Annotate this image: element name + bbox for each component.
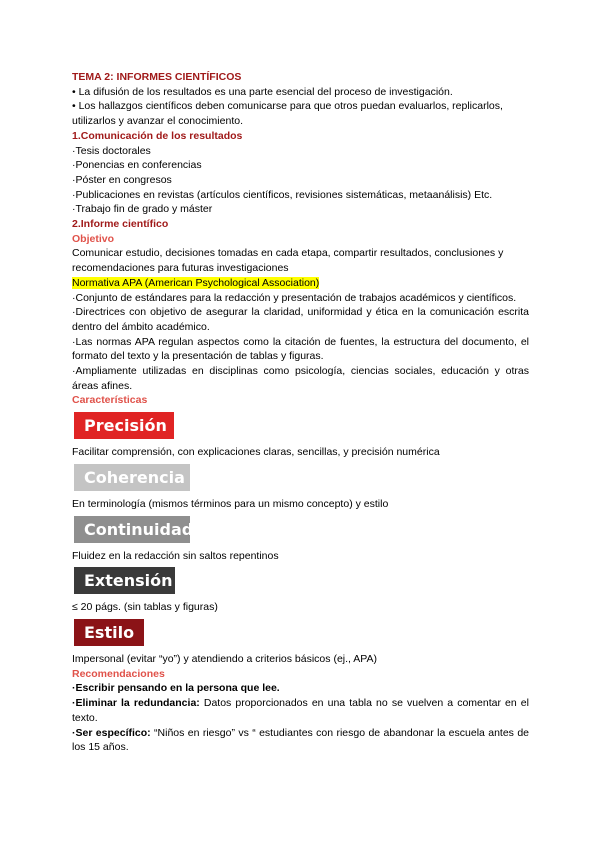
recommendation-item [72, 696, 529, 725]
section-heading-informe: 2.Informe científico [72, 218, 169, 231]
recommendation-text: “Niños en riesgo” vs “ estudiantes con riesgo de abandonar la escuela antes de los 15 años. [72, 726, 529, 754]
feature-description: En terminología (mismos términos para un mismo concepto) y estilo [72, 497, 389, 510]
subheading-objetivo: Objetivo [72, 232, 115, 245]
intro-bullet: • La difusión de los resultados es una parte esencial del proceso de investigación. [72, 85, 453, 98]
list-item: ·Trabajo fin de grado y máster [72, 203, 213, 216]
feature-description: ≤ 20 págs. (sin tablas y figuras) [72, 601, 218, 614]
recommendation-item [72, 681, 529, 696]
list-item: ·Publicaciones en revistas (artículos científicos, revisiones sistemáticas, metaanálisis) Etc. [72, 188, 493, 201]
list-item: ·Tesis doctorales [72, 144, 151, 157]
badge-extension: Extensión [74, 567, 175, 594]
subheading-recomendaciones: Recomendaciones [72, 667, 165, 680]
list-item: ·Ampliamente utilizadas en disciplinas como psicología, ciencias sociales, educación y otras áreas afines. [72, 365, 529, 392]
recommendation-bold: ·Eliminar la redundancia: [72, 697, 200, 710]
list-item: ·Directrices con objetivo de asegurar la claridad, uniformidad y ética en la comunicación escrita dentro del ámbito académico. [72, 306, 529, 333]
apa-highlight: Normativa APA (American Psychological Association) [72, 276, 320, 289]
document-content [72, 70, 529, 755]
recommendation-bold: ·Escribir pensando en la persona que lee. [72, 682, 280, 695]
recommendation-item [72, 726, 529, 755]
badge-continuidad: Continuidad [74, 516, 190, 543]
badge-coherencia: Coherencia [74, 464, 190, 491]
subheading-caracteristicas: Características [72, 394, 148, 407]
list-item: ·Conjunto de estándares para la redacción y presentación de trabajos académicos y científicos. [72, 291, 517, 304]
feature-description: Facilitar comprensión, con explicaciones claras, sencillas, y precisión numérica [72, 446, 440, 459]
list-item: ·Ponencias en conferencias [72, 159, 202, 172]
intro-bullet: • Los hallazgos científicos deben comunicarse para que otros puedan evaluarlos, replicarlos, utilizarlos y avanzar el conocimiento. [72, 100, 503, 128]
recommendation-bold: ·Ser específico: [72, 726, 151, 739]
objetivo-text: Comunicar estudio, decisiones tomadas en cada etapa, compartir resultados, conclusiones y recomendaciones para futuras investigaciones [72, 247, 504, 275]
badge-precision: Precisión [74, 412, 174, 439]
section-heading-comunicacion: 1.Comunicación de los resultados [72, 129, 243, 142]
recommendation-text: Datos proporcionados en una tabla no se vuelven a comentar en el texto. [72, 697, 529, 724]
feature-description: Impersonal (evitar “yo”) y atendiendo a criterios básicos (ej., APA) [72, 652, 378, 665]
badge-estilo: Estilo [74, 619, 144, 646]
apa-heading [72, 276, 529, 291]
list-item: ·Póster en congresos [72, 173, 172, 186]
list-item: ·Las normas APA regulan aspectos como la citación de fuentes, la estructura del documento, el formato del texto y la presentación de tablas y figuras. [72, 335, 529, 363]
page-title: TEMA 2: INFORMES CIENTÍFICOS [72, 71, 242, 83]
feature-description: Fluidez en la redacción sin saltos repentinos [72, 549, 279, 562]
